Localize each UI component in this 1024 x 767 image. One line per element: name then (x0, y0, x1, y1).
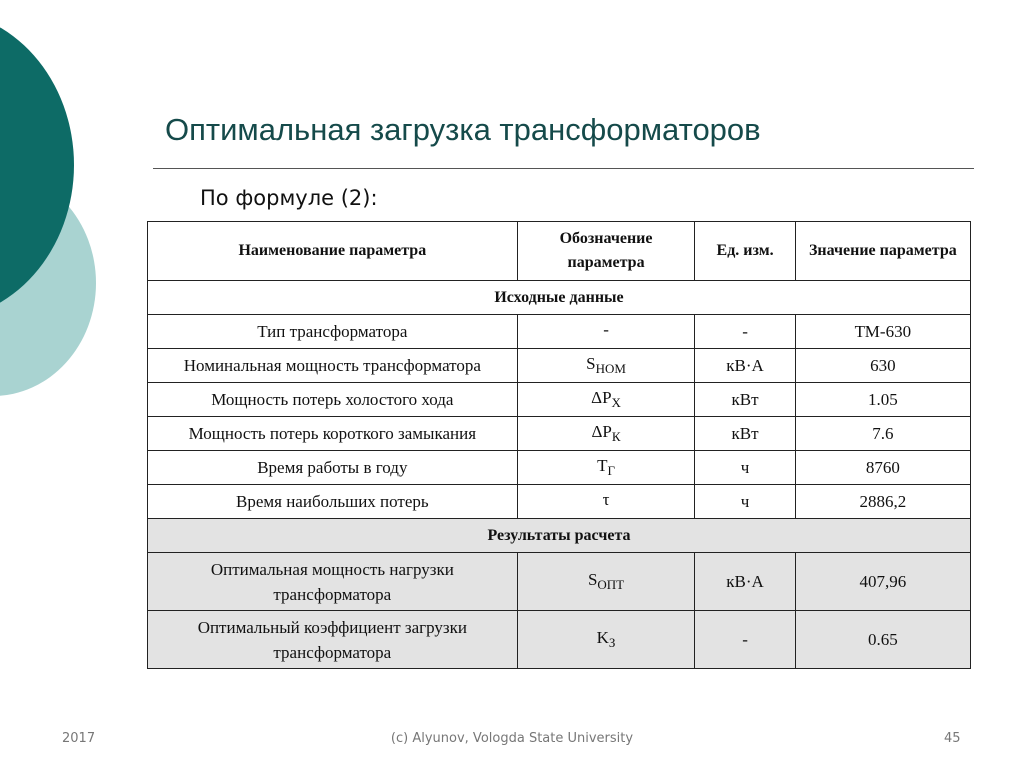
table-row (148, 315, 971, 349)
cell-name: Тип трансформатора (148, 315, 518, 349)
cell-value: ТМ-630 (795, 315, 970, 349)
section-results-row (148, 519, 971, 553)
cell-value: 8760 (795, 451, 970, 485)
cell-name: Время наибольших потерь (148, 485, 518, 519)
section-input-label: Исходные данные (148, 281, 971, 315)
slide-title: Оптимальная загрузка трансформаторов (165, 112, 761, 147)
cell-symbol: $K_З$ (517, 611, 695, 669)
cell-value: 1.05 (795, 383, 970, 417)
cell-name: Время работы в году (148, 451, 518, 485)
table-row (148, 611, 971, 669)
cell-symbol: - (517, 315, 695, 349)
cell-name: Мощность потерь короткого замыкания (148, 417, 518, 451)
cell-unit: ч (695, 485, 795, 519)
table-row (148, 553, 971, 611)
cell-symbol: $\Delta P_К$ (517, 417, 695, 451)
section-results-label: Результаты расчета (148, 519, 971, 553)
footer-year: 2017 (62, 731, 96, 746)
cell-value: 7.6 (795, 417, 970, 451)
cell-symbol: $S_{ОПТ}$ (517, 553, 695, 611)
cell-name: Оптимальная мощность нагрузки трансформатора (148, 553, 518, 611)
cell-symbol: $\Delta P_Х$ (517, 383, 695, 417)
cell-value: 630 (795, 349, 970, 383)
table-row (148, 383, 971, 417)
cell-value: 407,96 (795, 553, 970, 611)
table-row (148, 451, 971, 485)
cell-unit: - (695, 611, 795, 669)
header-symbol: Обозначение параметра (517, 222, 695, 281)
cell-symbol: $T_Г$ (517, 451, 695, 485)
footer-credit: (c) Alyunov, Vologda State University (390, 731, 634, 746)
table-header-row (148, 222, 971, 281)
section-input-row (148, 281, 971, 315)
cell-symbol: τ (517, 485, 695, 519)
header-unit: Ед. изм. (695, 222, 795, 281)
cell-unit: - (695, 315, 795, 349)
cell-name: Оптимальный коэффициент загрузки трансформатора (148, 611, 518, 669)
cell-name: Мощность потерь холостого хода (148, 383, 518, 417)
table-row (148, 417, 971, 451)
table-row (148, 485, 971, 519)
footer-page-number: 45 (944, 731, 961, 746)
header-name: Наименование параметра (148, 222, 518, 281)
cell-unit: кВ·А (695, 553, 795, 611)
cell-unit: ч (695, 451, 795, 485)
slide-subtitle: По формуле (2): (200, 186, 378, 210)
cell-symbol: $S_{НОМ}$ (517, 349, 695, 383)
cell-unit: кВ·А (695, 349, 795, 383)
cell-name: Номинальная мощность трансформатора (148, 349, 518, 383)
header-value: Значение параметра (795, 222, 970, 281)
title-divider (153, 168, 974, 169)
cell-unit: кВт (695, 383, 795, 417)
cell-unit: кВт (695, 417, 795, 451)
cell-value: 2886,2 (795, 485, 970, 519)
table-row (148, 349, 971, 383)
cell-value: 0.65 (795, 611, 970, 669)
parameters-table (147, 221, 971, 669)
